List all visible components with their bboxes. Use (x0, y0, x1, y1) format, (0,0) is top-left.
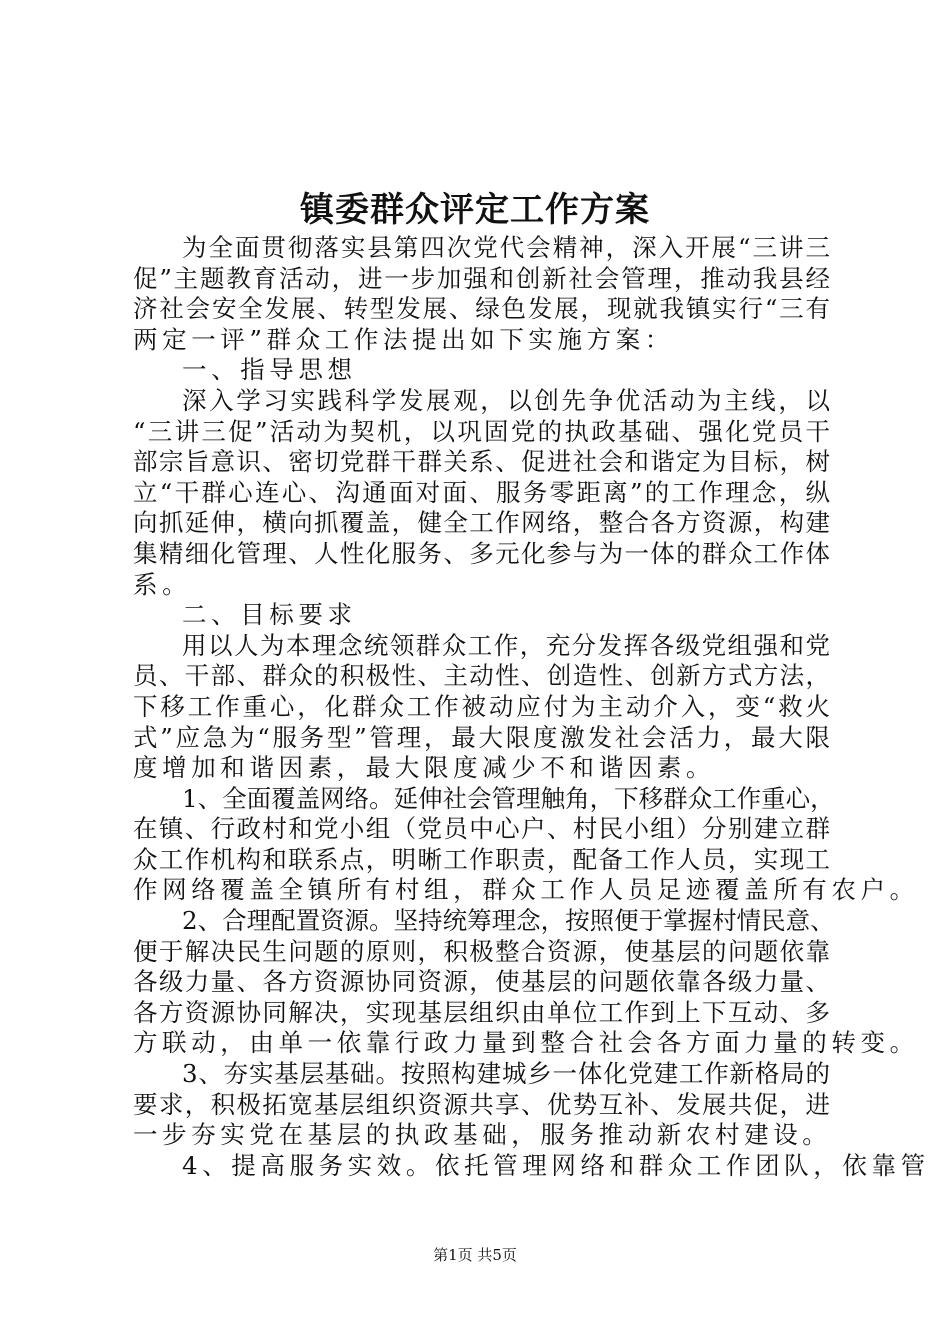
text-line: 下移工作重心，化群众工作被动应付为主动介入，变“救火 (133, 691, 830, 721)
text-line: 系。 (133, 569, 192, 599)
text-line: 各方资源协同解决，实现基层组织由单位工作到上下互动、多 (133, 997, 830, 1027)
text-line: “三讲三促”活动为契机，以巩固党的执政基础、强化党员干 (133, 416, 830, 446)
text-line: 员、干部、群众的积极性、主动性、创造性、创新方式方法， (133, 661, 830, 691)
text-line: 1、全面覆盖网络。延伸社会管理触角，下移群众工作重心， (182, 783, 835, 813)
text-line: 便于解决民生问题的原则，积极整合资源，使基层的问题依靠 (133, 936, 830, 966)
text-line: 式”应急为“服务型”管理，最大限度激发社会活力，最大限 (133, 722, 830, 752)
text-line: 一、指导思想 (182, 355, 357, 385)
text-line: 深入学习实践科学发展观，以创先争优活动为主线，以 (182, 385, 830, 415)
text-line: 方联动，由单一依靠行政力量到整合社会各方面力量的转变。 (133, 1028, 919, 1058)
paragraph (133, 783, 919, 906)
text-line: 为全面贯彻落实县第四次党代会精神，深入开展“三讲三 (182, 233, 830, 262)
paragraph (133, 906, 919, 1059)
text-line: 集精细化管理、人性化服务、多元化参与为一体的群众工作体 (133, 538, 830, 568)
paragraph (133, 600, 830, 631)
text-line: 向抓延伸，横向抓覆盖，健全工作网络，整合各方资源，构建 (133, 508, 830, 538)
text-line: 各级力量、各方资源协同资源，使基层的问题依靠各级力量、 (133, 967, 830, 997)
text-line: 要求，积极拓宽基层组织资源共享、优势互补、发展共促，进 (133, 1089, 830, 1119)
page-footer: 第1页 共5页 (433, 1246, 517, 1264)
text-line: 众工作机构和联系点，明晰工作职责，配备工作人员，实现工 (133, 844, 830, 874)
paragraph (133, 1150, 930, 1182)
text-line: 济社会安全发展、转型发展、绿色发展，现就我镇实行“三有 (133, 294, 830, 324)
paragraph (133, 233, 830, 355)
text-line: 部宗旨意识、密切党群干群关系、促进社会和谐定为目标，树 (133, 447, 830, 477)
paragraph (133, 1059, 830, 1151)
document-title: 镇委群众评定工作方案 (300, 190, 650, 230)
text-line: 二、目标要求 (182, 600, 357, 630)
text-line: 促”主题教育活动，进一步加强和创新社会管理，推动我县经 (133, 263, 830, 293)
text-line: 一步夯实党在基层的执政基础，服务推动新农村建设。 (133, 1120, 832, 1150)
text-line: 在镇、行政村和党小组（党员中心户、村民小组）分别建立群 (133, 814, 830, 844)
text-line: 2、合理配置资源。坚持统筹理念，按照便于掌握村情民意、 (182, 906, 835, 936)
paragraph (133, 355, 830, 386)
paragraph (133, 386, 830, 600)
text-line: 用以人为本理念统领群众工作，充分发挥各级党组强和党 (182, 630, 830, 660)
text-line: 度增加和谐因素，最大限度减少不和谐因素。 (133, 753, 715, 783)
text-line: 作网络覆盖全镇所有村组，群众工作人员足迹覆盖所有农户。 (133, 875, 919, 905)
paragraph (133, 631, 830, 784)
text-line: 两定一评”群众工作法提出如下实施方案： (133, 324, 674, 354)
document-body (133, 233, 930, 1181)
text-line: 3、夯实基层基础。按照构建城乡一体化党建工作新格局的 (182, 1059, 830, 1089)
text-line: 4、提高服务实效。依托管理网络和群众工作团队，依靠管 (182, 1150, 930, 1180)
text-line: 立“干群心连心、沟通面对面、服务零距离”的工作理念，纵 (133, 477, 830, 507)
